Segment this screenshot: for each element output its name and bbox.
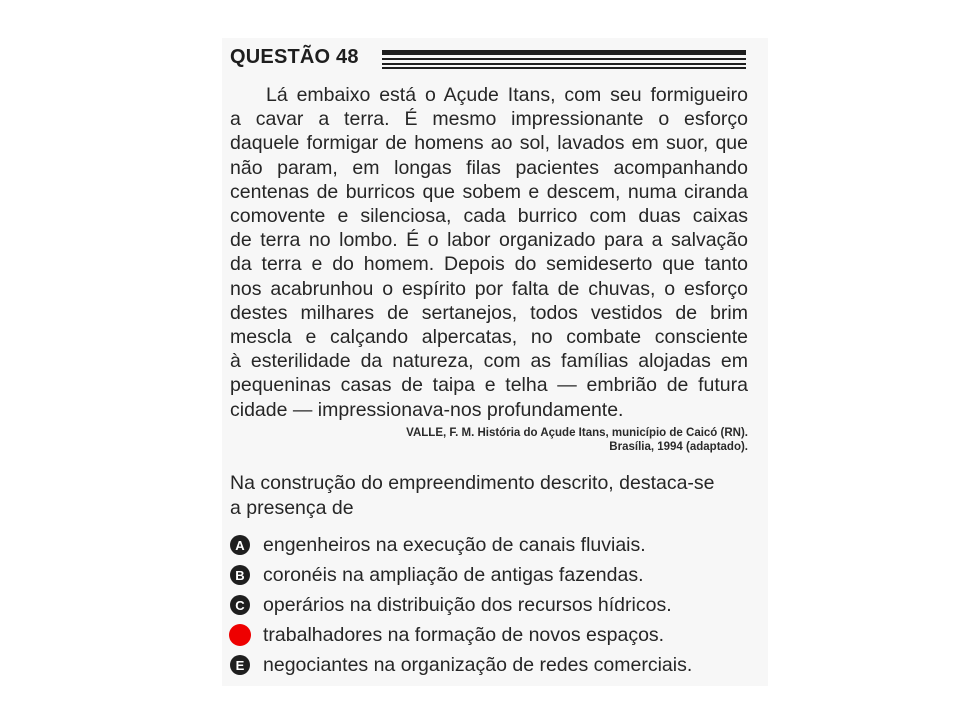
header-rule-thick bbox=[382, 50, 746, 55]
question-header bbox=[230, 44, 750, 72]
question-prompt bbox=[230, 471, 748, 521]
answer-options bbox=[230, 530, 750, 680]
passage-line: de terra no lombo. É o labor organizado para a salvação bbox=[230, 229, 748, 252]
passage-line: mescla e calçando alpercatas, no combate consciente bbox=[230, 326, 748, 349]
option-text: negociantes na organização de redes comerciais. bbox=[263, 653, 693, 676]
passage-line: à esterilidade da natureza, com as famílias alojadas em bbox=[230, 350, 748, 373]
passage-line: Lá embaixo está o Açude Itans, com seu formigueiro bbox=[266, 84, 748, 106]
header-rule-bars bbox=[382, 50, 746, 70]
passage-line: cidade — impressionava-nos profundamente. bbox=[230, 398, 624, 421]
option-text: operários na distribuição dos recursos hídricos. bbox=[263, 593, 672, 616]
prompt-line-1: Na construção do empreendimento descrito, destaca-se bbox=[230, 472, 715, 494]
option-e[interactable] bbox=[230, 650, 750, 680]
question-title: QUESTÃO 48 bbox=[230, 46, 359, 68]
passage-line: não param, em longas filas pacientes acompanhando bbox=[230, 156, 748, 179]
passage-line: daquele formigar de homens ao sol, lavados em suor, que bbox=[230, 132, 748, 155]
passage-line: pequeninas casas de taipa e telha — embrião de futura bbox=[230, 374, 748, 397]
passage-line: destes milhares de sertanejos, todos vestidos de brim bbox=[230, 301, 748, 324]
passage-line: comovente e silenciosa, cada burrico com duas caixas bbox=[230, 205, 748, 228]
option-text: coronéis na ampliação de antigas fazendas. bbox=[263, 563, 644, 586]
option-letter-badge: C bbox=[230, 595, 250, 615]
option-d[interactable] bbox=[230, 620, 750, 650]
header-rule-thin-2 bbox=[382, 63, 746, 65]
option-letter-badge: B bbox=[230, 565, 250, 585]
option-letter-badge: E bbox=[230, 655, 250, 675]
option-text: engenheiros na execução de canais fluviais. bbox=[263, 533, 646, 556]
source-line-1: VALLE, F. M. História do Açude Itans, município de Caicó (RN). bbox=[406, 427, 748, 439]
option-letter-badge: A bbox=[230, 535, 250, 555]
passage-line: centenas de burricos que sobem e descem, numa ciranda bbox=[230, 180, 748, 203]
source-line-2: Brasília, 1994 (adaptado). bbox=[609, 441, 748, 453]
header-rule-thin-1 bbox=[382, 58, 746, 60]
prompt-line-2: a presença de bbox=[230, 497, 354, 519]
passage-line: nos acabrunhou o espírito por falta de chuvas, o esforço bbox=[230, 277, 748, 300]
option-text: trabalhadores na formação de novos espaços. bbox=[263, 623, 665, 646]
passage-line: da terra e do homem. Depois do semideserto que tanto bbox=[230, 253, 748, 276]
selected-answer-marker: D bbox=[229, 624, 251, 646]
option-b[interactable] bbox=[230, 560, 750, 590]
header-rule-thin-3 bbox=[382, 67, 746, 69]
passage-line: a cavar a terra. É mesmo impressionante o esforço bbox=[230, 108, 748, 131]
option-a[interactable] bbox=[230, 530, 750, 560]
source-citation bbox=[406, 426, 748, 454]
passage-text bbox=[230, 83, 748, 422]
option-c[interactable] bbox=[230, 590, 750, 620]
